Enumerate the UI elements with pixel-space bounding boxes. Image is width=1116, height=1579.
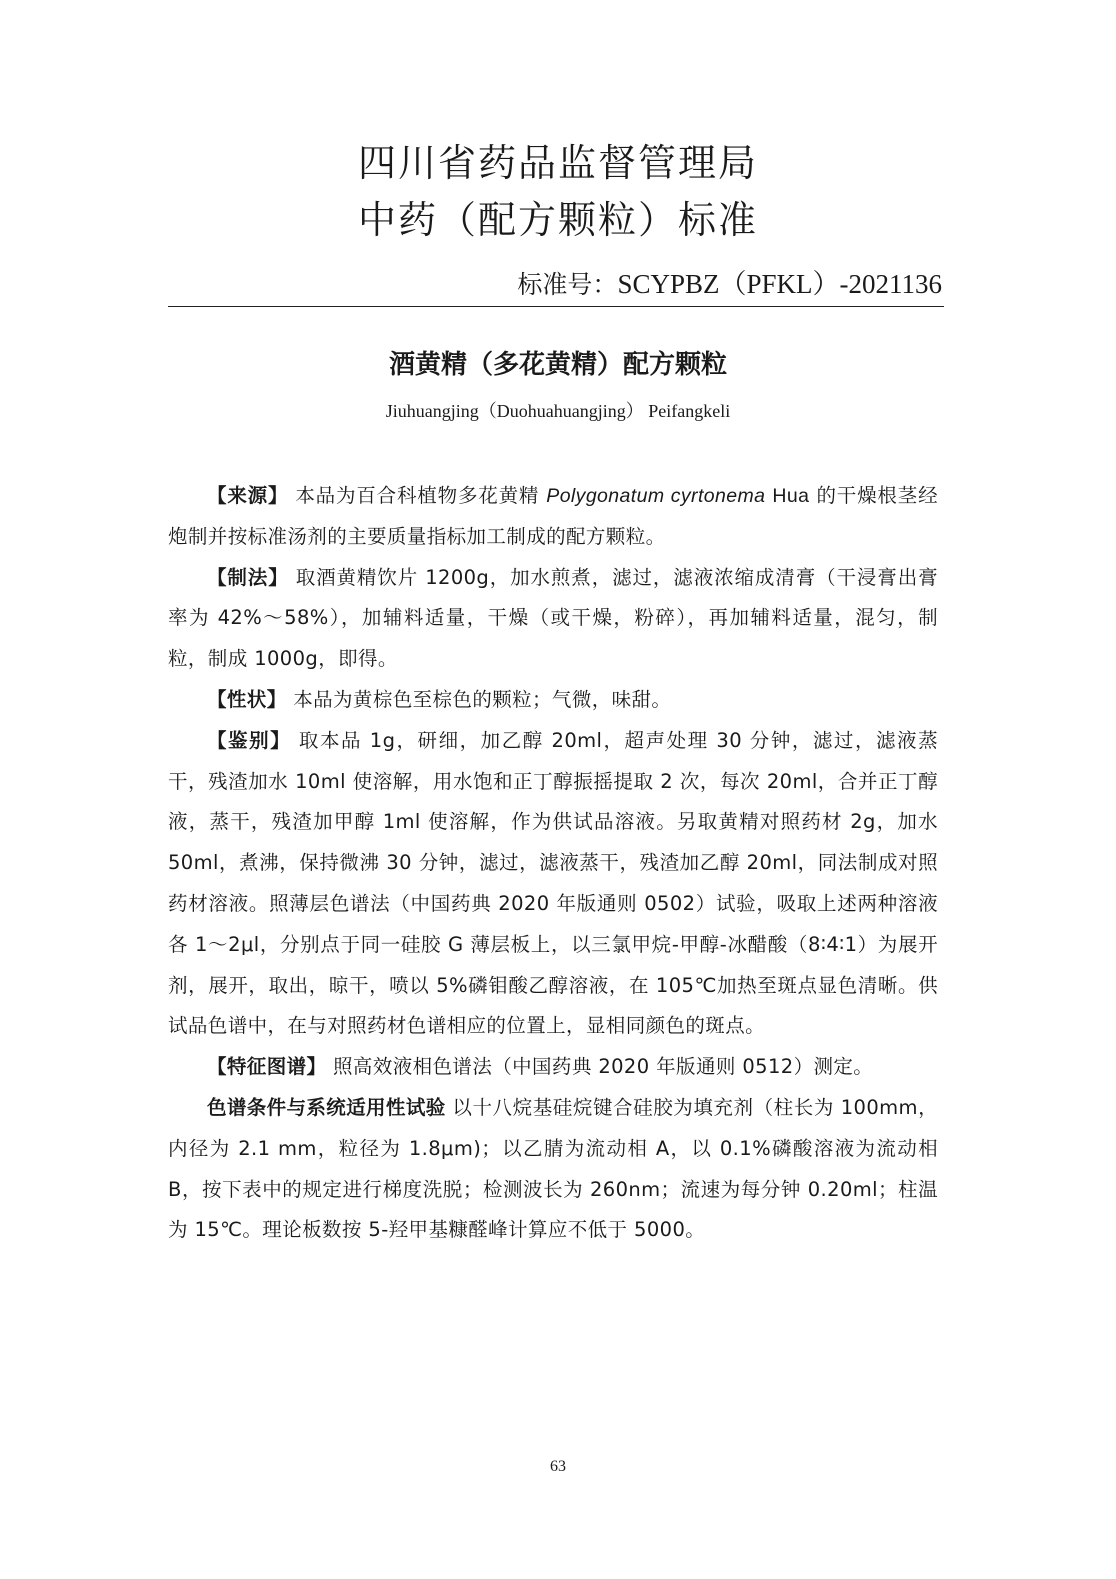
section-source xyxy=(168,476,938,558)
standard-number-value: SCYPBZ（PFKL）-2021136 xyxy=(617,269,942,299)
section-identification xyxy=(168,721,938,1047)
section-text: 照高效液相色谱法（中国药典 2020 年版通则 0512）测定。 xyxy=(333,1055,874,1079)
section-label: 【鉴别】 xyxy=(207,728,292,752)
header-divider xyxy=(168,306,944,307)
section-label: 【特征图谱】 xyxy=(207,1055,327,1079)
author-name: Hua xyxy=(772,485,810,507)
section-fingerprint xyxy=(168,1047,938,1088)
subsection-label: 色谱条件与系统适用性试验 xyxy=(207,1095,446,1119)
section-text: 以十八烷基硅烷键合硅胶为填充剂（柱长为 100mm，内径为 2.1 mm，粒径为 1.8μm)；以乙腈为流动相 A，以 0.1%磷酸溶液为流动相 B，按下表中的规定进行梯度洗脱；检测波长为 260nm；流速为每分钟 0.20ml；柱温为 15℃。理论板数按 5-羟甲基糠醛峰计算应不低于 5000。 xyxy=(168,1095,938,1242)
section-text: 本品为黄棕色至棕色的颗粒；气微，味甜。 xyxy=(293,687,672,711)
organization-title: 四川省药品监督管理局 xyxy=(357,141,758,185)
section-label: 【制法】 xyxy=(207,565,289,589)
section-chromatography xyxy=(168,1088,938,1251)
section-character xyxy=(168,680,938,721)
latin-name: Polygonatum cyrtonema xyxy=(546,485,766,507)
section-text: 取本品 1g，研细，加乙醇 20ml，超声处理 30 分钟，滤过，滤液蒸干，残渣加水 10ml 使溶解，用水饱和正丁醇振摇提取 2 次，每次 20ml，合并正丁醇液，蒸干，残渣加甲醇 1ml 使溶解，作为供试品溶液。另取黄精对照药材 2g，加水 50ml，煮沸，保持微沸 30 分钟，滤过，滤液蒸干，残渣加乙醇 20ml，同法制成对照药材溶液。照薄层色谱法（中国药典 2020 年版通则 0502）试验，吸取上述两种溶液各 1～2μl，分别点于同一硅胶 G 薄层板上，以三氯甲烷-甲醇-冰醋酸（8∶4∶1）为展开剂，展开，取出，晾干，喷以 5%磷钼酸乙醇溶液，在 105℃加热至斑点显色清晰。供试品色谱中，在与对照药材色谱相应的位置上，显相同颜色的斑点。 xyxy=(168,728,938,1038)
section-text: 取酒黄精饮片 1200g，加水煎煮，滤过，滤液浓缩成清膏（干浸膏出膏率为 42%～58%），加辅料适量，干燥（或干燥，粉碎），再加辅料适量，混匀，制粒，制成 1000g，即得。 xyxy=(168,565,938,671)
product-name: 酒黄精（多花黄精）配方颗粒 xyxy=(388,350,727,380)
standard-number-label: 标准号： xyxy=(517,270,618,299)
product-pinyin: Jiuhuangjing（Duohuahuangjing） Peifangkeli xyxy=(385,401,731,421)
section-label: 【性状】 xyxy=(207,687,287,711)
document-body xyxy=(168,476,938,1251)
section-label: 【来源】 xyxy=(207,484,289,507)
section-text: 的干燥根茎经炮制并按标准汤剂的主要质量指标加工制成的配方颗粒。 xyxy=(168,484,938,548)
page-number: 63 xyxy=(550,1458,566,1475)
section-preparation xyxy=(168,558,938,680)
standard-number xyxy=(517,268,942,300)
section-text: 本品为百合科植物多花黄精 xyxy=(295,484,540,507)
standard-category-title: 中药（配方颗粒）标准 xyxy=(357,198,758,242)
